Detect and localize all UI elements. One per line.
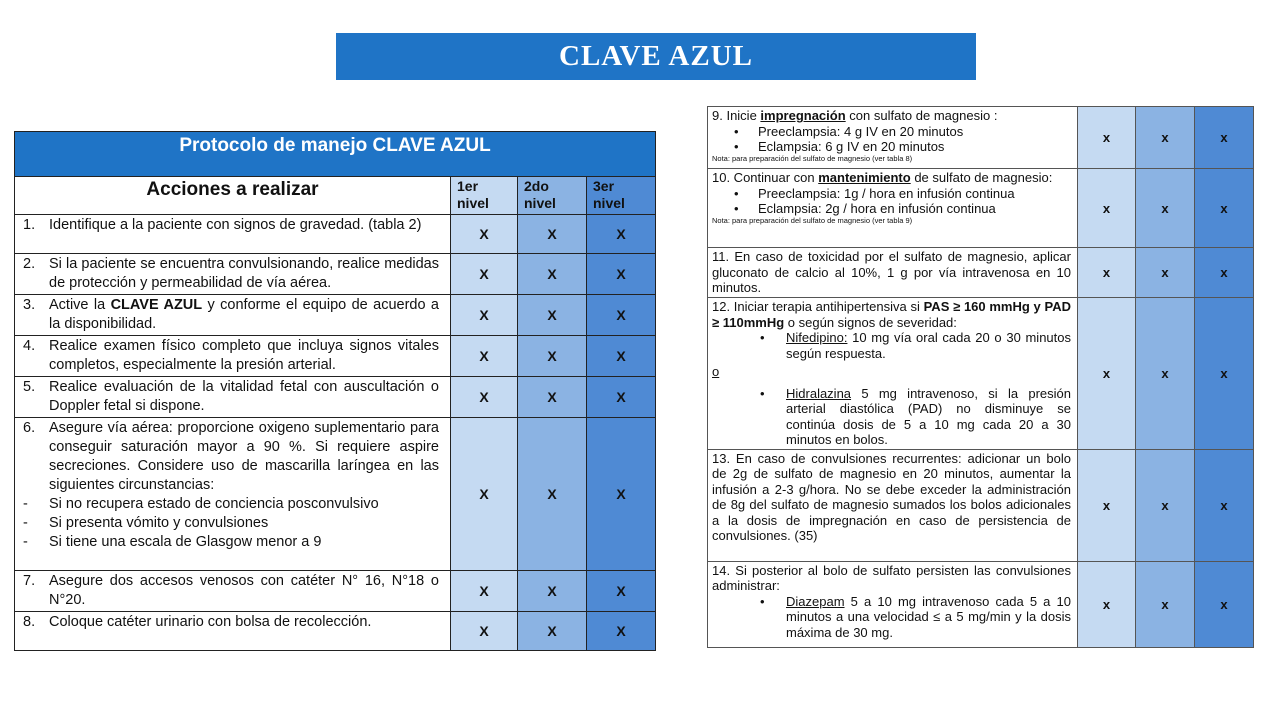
bullet-item: Preeclampsia: 1g / hora en infusión continua	[758, 185, 1015, 201]
row-text-a: 9. Inicie	[712, 108, 761, 123]
or-separator: o	[712, 364, 720, 379]
slide-title: CLAVE AZUL	[559, 40, 753, 72]
table-row	[15, 254, 656, 295]
header-level-2: 2do nivel	[518, 177, 587, 215]
mark-level-3: X	[587, 295, 656, 336]
mark-level-2: x	[1136, 561, 1195, 647]
row-number: 8.	[23, 614, 36, 630]
note: Nota: para preparación del sulfato de magnesio (ver tabla 9)	[712, 215, 913, 225]
row-number: 6.	[23, 420, 36, 436]
row-text: Asegure vía aérea: proporcione oxigeno suplementario para conseguir saturación mayor a 90 %. Si requiere aspire secreciones. Considere uso de mascarilla laríngea en las siguientes circunstancias:	[49, 420, 439, 493]
mark-level-2: X	[518, 215, 587, 254]
row-text-bold: CLAVE AZUL	[110, 297, 203, 313]
table-row: 6. Asegure vía aérea: proporcione oxigeno suplementario para conseguir saturación mayor a 90 %. Si requiere aspire secreciones. Considere uso de mascarilla laríngea en las siguientes circunstancias: - Si no recupera estado de conciencia posconvulsivo - Si presenta vómito y convulsiones - Si tiene una escala de Glasgow menor a 9 X X X	[15, 418, 656, 571]
mark-level-2: X	[518, 612, 587, 651]
row-number: 4.	[23, 338, 36, 354]
row-text-c: con sulfato de magnesio :	[845, 108, 998, 123]
mark-level-3: X	[587, 418, 656, 571]
mark-level-3: x	[1195, 298, 1254, 450]
drug-dose: 5 mg intravenoso, si la presión arterial diastólica (PAD) no disminuye se continúa dosis de 5 a 10 mg cada 20 a 30 minutos en bolos.	[786, 385, 1071, 447]
row-text-a: Active la	[49, 297, 111, 313]
bullet-item: Eclampsia: 2g / hora en infusión continua	[758, 201, 996, 216]
mark-level-3: X	[587, 254, 656, 295]
mark-level-2: x	[1136, 449, 1195, 561]
mark-level-1: x	[1078, 169, 1136, 248]
mark-level-1: X	[451, 571, 518, 612]
mark-level-1: X	[451, 295, 518, 336]
row-text: 13. En caso de convulsiones recurrentes: adicionar un bolo de 2g de sulfato de magnesio en 20 minutos, aumentar la infusión a 2-3 g/hora. No se debe exceder la administración de 8g del sulfato de magnesio sumados los bolos adicionales a la dosis de impregnación en caso de persistencia de convulsiones. (35)	[708, 449, 1078, 561]
mark-level-3: X	[587, 336, 656, 377]
mark-level-2: X	[518, 254, 587, 295]
row-number: 3.	[23, 297, 36, 313]
table-row	[15, 295, 656, 336]
row-text-bold: PAS ≥ 160 mmHg y PAD ≥ 110mmHg	[712, 299, 1071, 330]
drug-dose: 5 a 10 mg intravenoso cada 5 a 10 minutos a una velocidad ≤ a 5 mg/min y la dosis máxima de 30 mg.	[786, 593, 1071, 640]
drug-name: Diazepam	[786, 593, 845, 609]
row-text-c: de sulfato de magnesio:	[910, 170, 1053, 185]
table-row	[708, 248, 1254, 298]
row-text-a: 10. Continuar con	[712, 170, 819, 185]
row-text-c: y conforme el equipo de acuerdo a la disponibilidad.	[49, 297, 439, 332]
table-row	[708, 449, 1254, 561]
row-text-emph: mantenimiento	[818, 170, 911, 185]
mark-level-3: x	[1195, 248, 1254, 298]
row-text-c: o según signos de severidad:	[784, 314, 957, 330]
bullet-item: Eclampsia: 6 g IV en 20 minutos	[758, 139, 945, 154]
mark-level-2: x	[1136, 248, 1195, 298]
note: Nota: para preparación del sulfato de magnesio (ver tabla 8)	[712, 153, 913, 163]
slide-title-banner	[336, 33, 976, 80]
row-text: Coloque catéter urinario con bolsa de recolección.	[49, 614, 372, 630]
table-row	[15, 336, 656, 377]
mark-level-1: x	[1078, 107, 1136, 169]
header-level-1: 1er nivel	[451, 177, 518, 215]
mark-level-3: x	[1195, 561, 1254, 647]
mark-level-1: X	[451, 336, 518, 377]
mark-level-3: X	[587, 571, 656, 612]
mark-level-1: X	[451, 612, 518, 651]
mark-level-2: X	[518, 377, 587, 418]
protocol-table-left	[14, 131, 656, 651]
mark-level-2: X	[518, 571, 587, 612]
mark-level-2: x	[1136, 107, 1195, 169]
mark-level-1: x	[1078, 298, 1136, 450]
mark-level-2: x	[1136, 169, 1195, 248]
drug-dose: 10 mg vía oral cada 20 o 30 minutos según respuesta.	[786, 330, 1071, 361]
row-text: Asegure dos accesos venosos con catéter N° 16, N°18 o N°20.	[49, 573, 439, 608]
mark-level-3: X	[587, 612, 656, 651]
row-text: Identifique a la paciente con signos de gravedad. (tabla 2)	[49, 217, 422, 233]
mark-level-1: x	[1078, 248, 1136, 298]
drug-name: Hidralazina	[786, 385, 852, 401]
mark-level-2: X	[518, 295, 587, 336]
row-text: Realice evaluación de la vitalidad fetal con auscultación o Doppler fetal si dispone.	[49, 379, 439, 414]
row-number: 7.	[23, 573, 36, 589]
table-row: 14. Si posterior al bolo de sulfato persisten las convulsiones administrar: • Diazepam 5 a 10 mg intravenoso cada 5 a 10 minutos a una velocidad ≤ a 5 mg/min y la dosis máxima de 30 mg. x x x	[708, 561, 1254, 647]
table-row: 10. Continuar con mantenimiento de sulfato de magnesio: • Preeclampsia: 1g / hora en infusión continua • Eclampsia: 2g / hora en infusión continua Nota: para preparación del sulfato de magnesio (ver tabla 9) x x x	[708, 169, 1254, 248]
header-level-3: 3er nivel	[587, 177, 656, 215]
table-row	[15, 377, 656, 418]
mark-level-2: x	[1136, 298, 1195, 450]
mark-level-3: x	[1195, 449, 1254, 561]
mark-level-2: X	[518, 418, 587, 571]
row-text: Si la paciente se encuentra convulsionando, realice medidas de protección y permeabilidad de vía aérea.	[49, 256, 439, 291]
table-row: 12. Iniciar terapia antihipertensiva si PAS ≥ 160 mmHg y PAD ≥ 110mmHg o según signos de severidad: • Nifedipino: 10 mg vía oral cada 20 o 30 minutos según respuesta. o • Hidralazina 5 mg intravenoso, si la presión arterial diastólica (PAD) no disminuye se continúa dosis de 5 a 10 mg cada 20 a 30 minutos en bolos. x x x	[708, 298, 1254, 450]
mark-level-1: X	[451, 215, 518, 254]
table-row	[15, 571, 656, 612]
sub-item: Si tiene una escala de Glasgow menor a 9	[49, 534, 322, 550]
row-text-emph: impregnación	[760, 108, 846, 123]
mark-level-3: x	[1195, 107, 1254, 169]
drug-name: Nifedipino:	[786, 330, 848, 345]
protocol-table-right	[707, 106, 1254, 648]
bullet-item: Preeclampsia: 4 g IV en 20 minutos	[758, 123, 964, 139]
row-text: 14. Si posterior al bolo de sulfato persisten las convulsiones administrar:	[712, 562, 1071, 593]
mark-level-3: x	[1195, 169, 1254, 248]
row-text: 11. En caso de toxicidad por el sulfato de magnesio, aplicar gluconato de calcio al 10%, 1 g por vía intravenosa en 10 minutos.	[708, 248, 1078, 298]
mark-level-1: X	[451, 377, 518, 418]
row-number: 1.	[23, 217, 36, 233]
row-text: Realice examen físico completo que incluya signos vitales completos, especialmente la presión arterial.	[49, 338, 439, 373]
mark-level-1: x	[1078, 449, 1136, 561]
table-row: 9. Inicie impregnación con sulfato de magnesio : • Preeclampsia: 4 g IV en 20 minutos • Eclampsia: 6 g IV en 20 minutos Nota: para preparación del sulfato de magnesio (ver tabla 8) x x x	[708, 107, 1254, 169]
mark-level-1: X	[451, 254, 518, 295]
row-number: 5.	[23, 379, 36, 395]
header-actions: Acciones a realizar	[15, 177, 451, 215]
row-text-a: 12. Iniciar terapia antihipertensiva si	[712, 299, 924, 314]
row-text	[49, 296, 439, 334]
table-row	[15, 612, 656, 651]
mark-level-1: X	[451, 418, 518, 571]
mark-level-2: X	[518, 336, 587, 377]
mark-level-3: X	[587, 215, 656, 254]
table-title: Protocolo de manejo CLAVE AZUL	[15, 132, 656, 177]
mark-level-1: x	[1078, 561, 1136, 647]
table-row	[15, 215, 656, 254]
sub-item: Si no recupera estado de conciencia posconvulsivo	[49, 496, 379, 512]
sub-item: Si presenta vómito y convulsiones	[49, 515, 269, 531]
mark-level-3: X	[587, 377, 656, 418]
row-number: 2.	[23, 256, 36, 272]
